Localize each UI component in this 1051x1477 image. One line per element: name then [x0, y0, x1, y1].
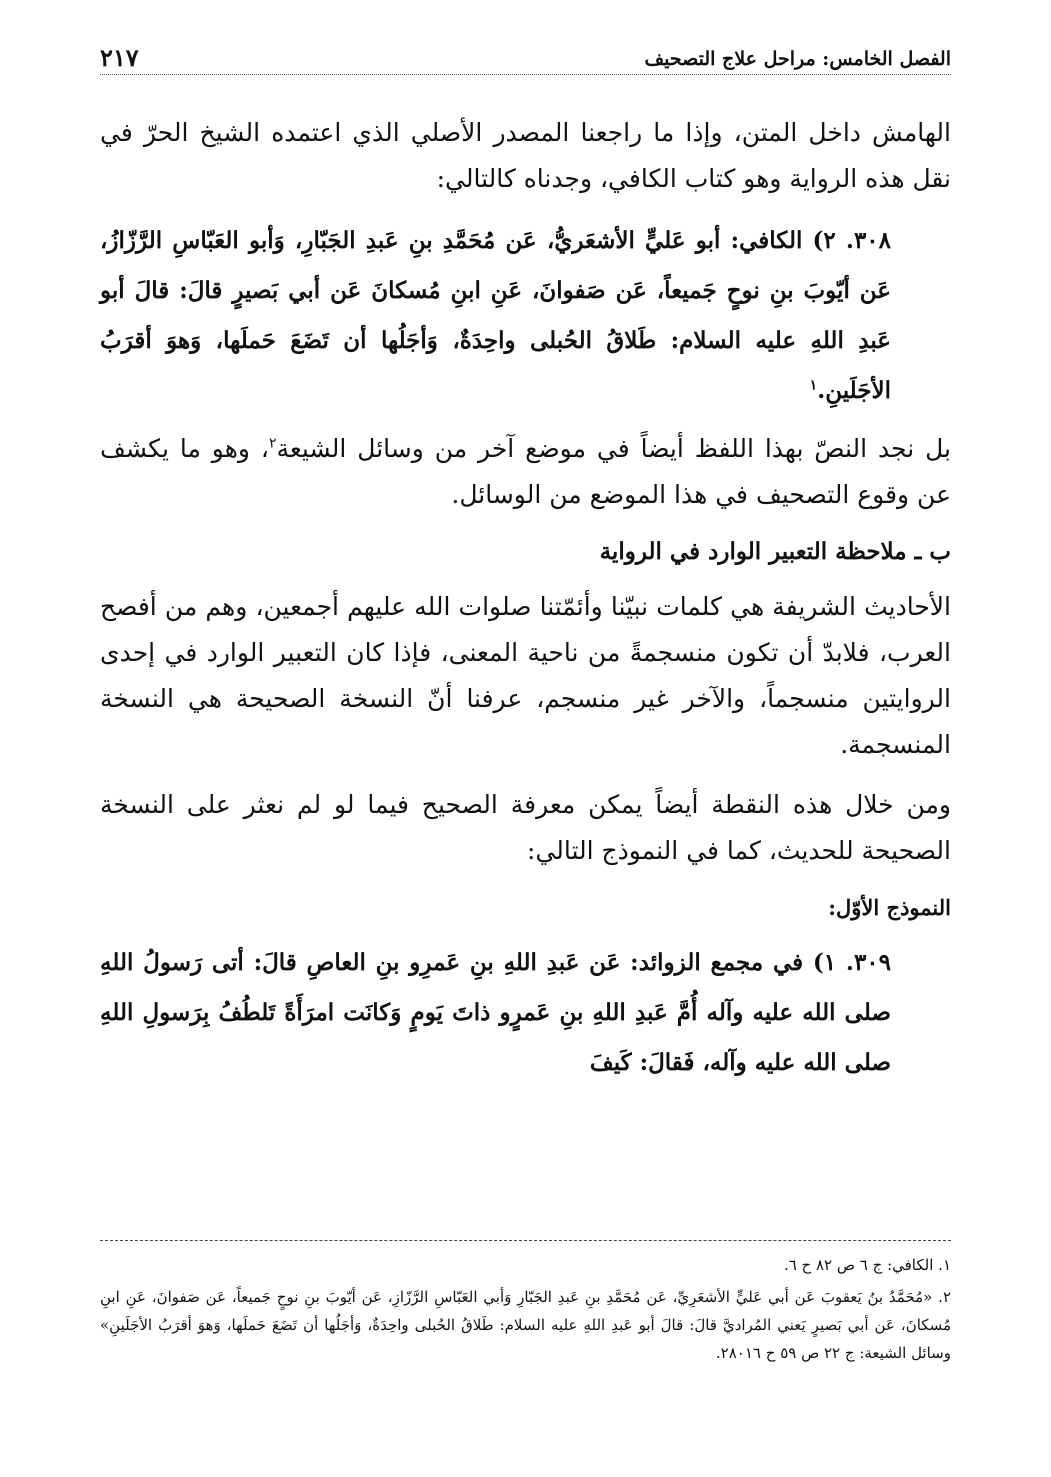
hadith-quote-309: ٣٠٩. ١) في مجمع الزوائد: عَن عَبدِ اللهِ بنِ عَمرِو بنِ العاصِ قالَ: أتى رَسولُ اللهِ صلى الله عليه وآله أُمَّ عَبدِ اللهِ بنِ عَمرٍو ذاتَ يَومٍ وَكانَت امرَأَةً تَلطُفُ بِرَسولِ اللهِ صلى الله عليه وآله، فَقالَ: كَيفَ	[100, 949, 891, 1076]
section-heading-b: ب ـ ملاحظة التعبير الوارد في الرواية	[599, 538, 951, 565]
chapter-title: الفصل الخامس: مراحل علاج التصحيف	[644, 48, 951, 70]
running-header	[100, 34, 951, 75]
footnote-ref-1[interactable]: ١	[809, 377, 818, 394]
hadith-text-308: ٣٠٨. ٢) الكافي: أبو عَليٍّ الأشعَريُّ، عَن مُحَمَّدِ بنِ عَبدِ الجَبّارِ، وَأبو العَبّاسِ الرَّزّازُ، عَن أيّوبَ بنِ نوحٍ جَميعاً، عَن صَفوانَ، عَنِ ابنِ مُسكانَ عَن أبي بَصيرٍ قالَ: قالَ أبو عَبدِ اللهِ عليه السلام: طَلاقُ الحُبلى واحِدَةٌ، وَأجَلُها أن تَضَعَ حَملَها، وَهوَ أقرَبُ الأجَلَينِ.	[100, 227, 891, 404]
model-heading: النموذج الأوّل:	[828, 895, 951, 920]
page-number: ٢١٧	[100, 43, 139, 72]
footnote-2: ٢. «مُحَمَّدُ بنُ يَعقوبَ عَن أبي عَليٍّ الأشعَرِيِّ، عَن مُحَمَّدِ بنِ عَبدِ الجَبّارِ وَأبي العَبّاسِ الرَّزّازِ، عَن أيّوبَ بنِ نوحٍ جَميعاً، عَن صَفوانَ، عَنِ ابنِ مُسكانَ، عَن أبي بَصيرٍ يَعني المُراديَّ قالَ: قالَ أبو عَبدِ اللهِ عليه السلام: طَلاقُ الحُبلى واحِدَةٌ، وَأجَلُها أن تَضَعَ حَملَها، وَهوَ أقرَبُ الأجَلَينِ» وسائل الشيعة: ج ٢٢ ص ٥٩ ح ٢٨٠١٦.	[100, 1288, 951, 1362]
hadith-quote-308	[100, 216, 891, 416]
footnote-1: ١. الكافي: ج ٦ ص ٨٢ ح ٦.	[783, 1256, 951, 1274]
paragraph-expression: الأحاديث الشريفة هي كلمات نبيّنا وأئمّتنا صلوات الله عليهم أجمعين، وهم من أفصح العرب، فلابدّ أن تكون منسجمةً من ناحية المعنى، فإذا كان التعبير الوارد في إحدى الروايتين منسجماً، والآخر غير منسجم، عرفنا أنّ النسخة الصحيحة هي النسخة المنسجمة.	[100, 592, 951, 759]
paragraph-wasail	[100, 426, 951, 518]
paragraph-wasail-text: بل نجد النصّ بهذا اللفظ أيضاً في موضع آخر من وسائل الشيعة	[276, 434, 951, 463]
footnote-ref-2[interactable]: ٢	[268, 435, 277, 452]
paragraph-method: ومن خلال هذه النقطة أيضاً يمكن معرفة الصحيح فيما لو لم نعثر على النسخة الصحيحة للحديث، كما في النموذج التالي:	[100, 790, 951, 865]
paragraph-wasail-rest: ، وهو ما يكشف عن وقوع التصحيف في هذا الموضع من الوسائل.	[100, 434, 951, 509]
footnotes-section	[100, 1240, 951, 1371]
main-text	[100, 110, 951, 1098]
paragraph-intro: الهامش داخل المتن، وإذا ما راجعنا المصدر الأصلي الذي اعتمده الشيخ الحرّ في نقل هذه الرواية وهو كتاب الكافي، وجدناه كالتالي:	[100, 118, 951, 193]
